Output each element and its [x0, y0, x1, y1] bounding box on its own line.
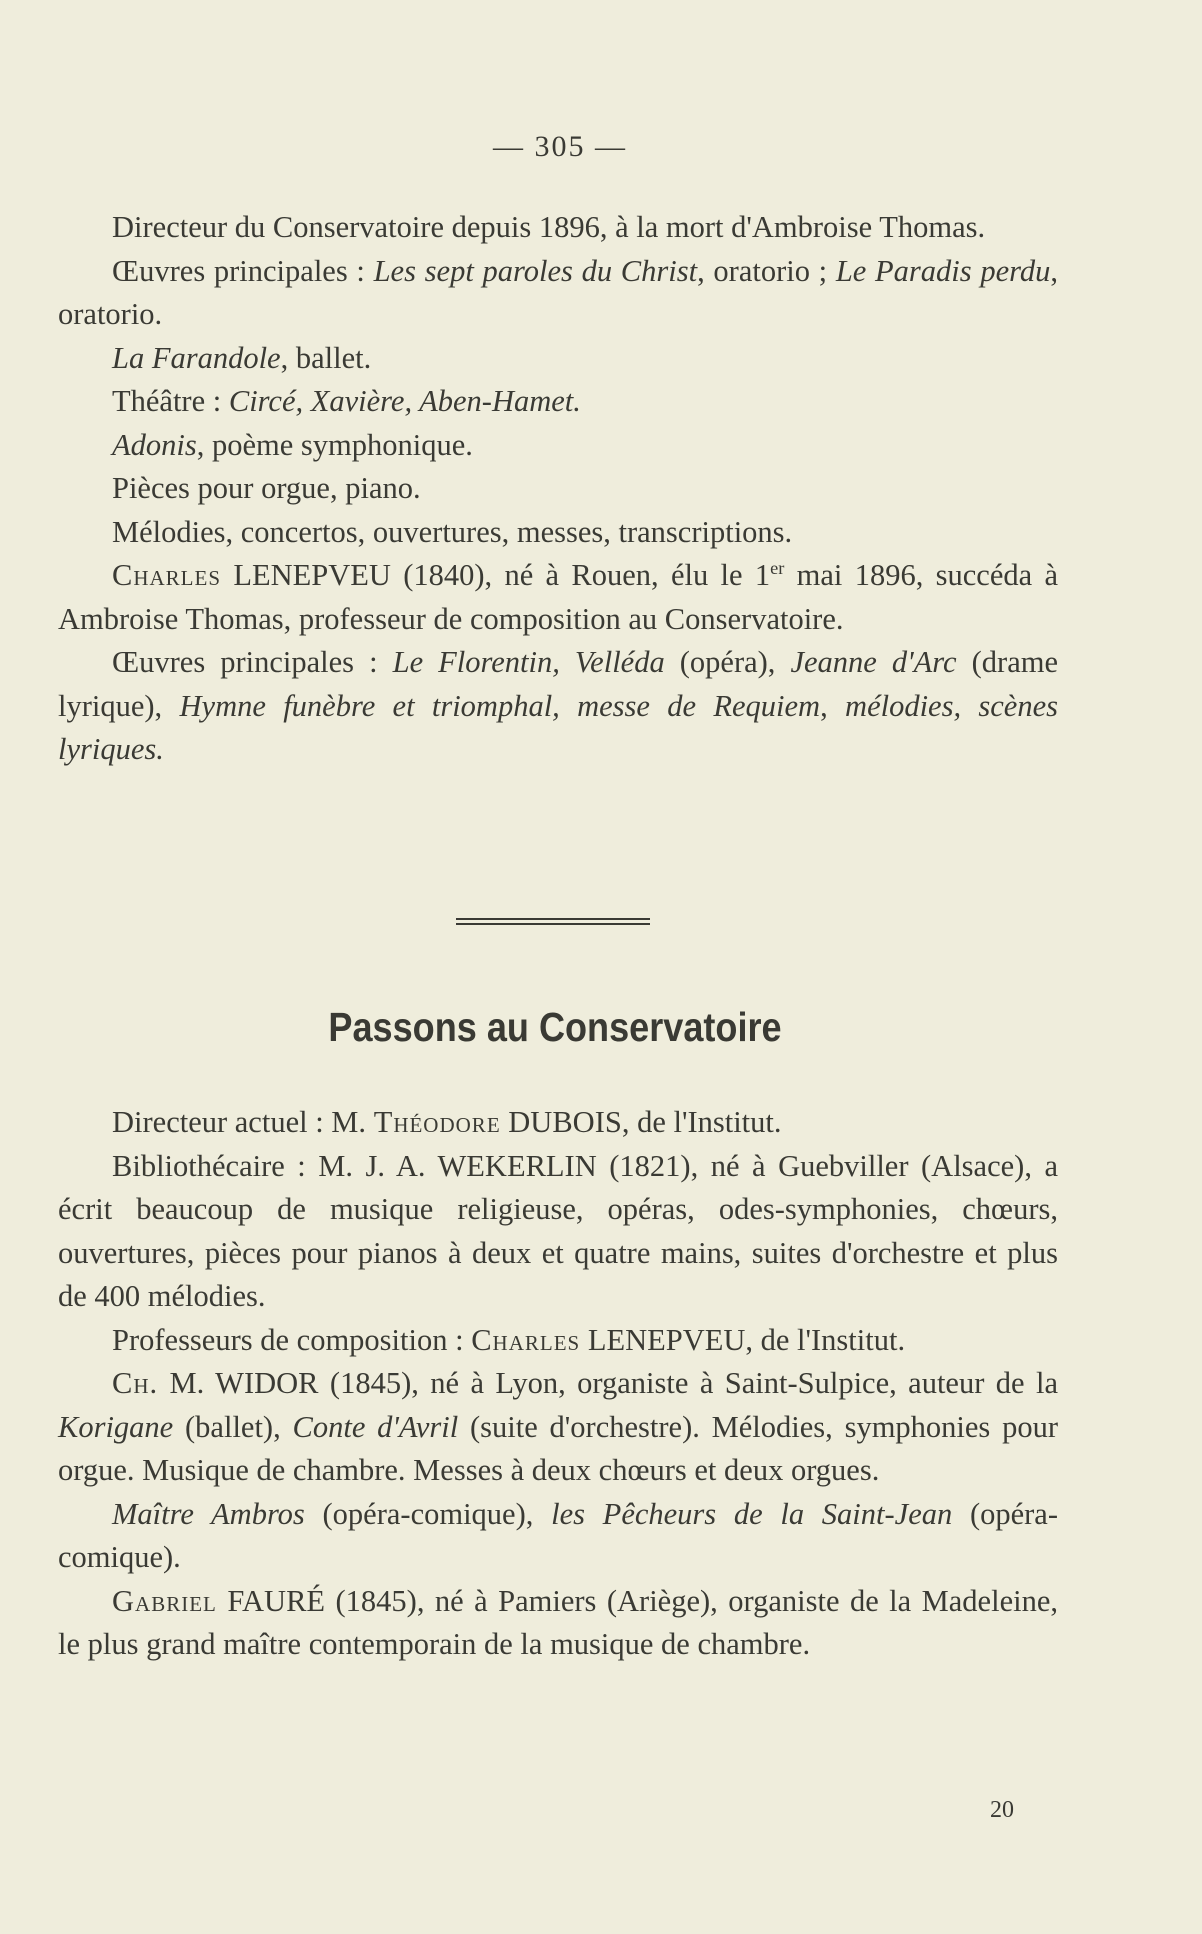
paragraph-faure: Gabriel FAURÉ (1845), né à Pamiers (Ariège), organiste de la Madeleine, le plus grand maître contemporain de la musique de chambre.: [58, 1583, 1058, 1661]
paragraph-directeur-actuel: Directeur actuel : M. Théodore DUBOIS, de l'Institut.: [112, 1105, 782, 1139]
section-heading: Passons au Conservatoire: [328, 1004, 782, 1050]
paragraph-theatre: Théâtre : Circé, Xavière, Aben-Hamet.: [112, 384, 581, 418]
upper-text-block: [58, 206, 1058, 772]
paragraph-pieces: Pièces pour orgue, piano.: [112, 471, 421, 505]
paragraph-bibliothecaire: Bibliothécaire : M. J. A. WEKERLIN (1821), né à Guebviller (Alsace), a écrit beaucoup de musique religieuse, opéras, odes-symphonies, chœurs, ouvertures, pièces pour pianos à deux et quatre mains, suites d'orchestre et plus de 400 mélodies.: [58, 1148, 1058, 1313]
paragraph-oeuvres: Œuvres principales : Les sept paroles du Christ, oratorio ; Le Paradis perdu, oratorio.: [58, 253, 1058, 331]
paragraph-adonis: Adonis, poème symphonique.: [112, 427, 473, 462]
paragraph-maitre-ambros: Maître Ambros (opéra-comique), les Pêcheurs de la Saint-Jean (opéra-comique).: [58, 1496, 1059, 1574]
section-rule-bottom: [456, 923, 650, 925]
running-page-number: — 305 —: [493, 130, 627, 163]
paragraph-director: Directeur du Conservatoire depuis 1896, à la mort d'Ambroise Thomas.: [112, 210, 986, 244]
section-rule-top: [456, 918, 650, 920]
lower-text-block: [58, 1101, 1058, 1667]
paragraph-professeurs: Professeurs de composition : Charles LENEPVEU, de l'Institut.: [112, 1322, 906, 1357]
paragraph-lenepveu: Charles LENEPVEU (1840), né à Rouen, élu le 1er mai 1896, succéda à Ambroise Thomas, professeur de composition au Conservatoire.: [58, 557, 1058, 636]
paragraph-farandole: La Farandole, ballet.: [112, 340, 372, 375]
paragraph-lenepveu-oeuvres: Œuvres principales : Le Florentin, Velléda (opéra), Jeanne d'Arc (drame lyrique), Hymne funèbre et triomphal, messe de Requiem, mélodies, scènes lyriques.: [58, 645, 1059, 766]
signature-folio: 20: [990, 1797, 1014, 1823]
paragraph-melodies: Mélodies, concertos, ouvertures, messes, transcriptions.: [112, 514, 793, 549]
paragraph-widor: Ch. M. WIDOR (1845), né à Lyon, organiste à Saint-Sulpice, auteur de la Korigane (ballet), Conte d'Avril (suite d'orchestre). Mélodies, symphonies pour orgue. Musique de chambre. Messes à deux chœurs et deux orgues.: [58, 1366, 1058, 1487]
